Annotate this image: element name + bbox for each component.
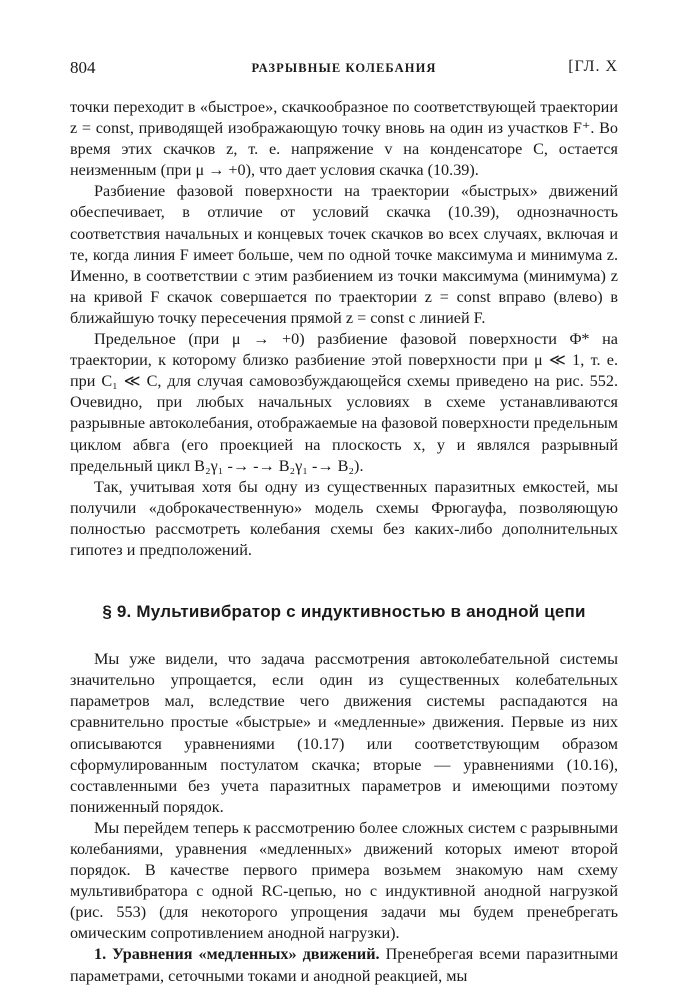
running-title: РАЗРЫВНЫЕ КОЛЕБАНИЯ [251,61,437,75]
subsection-paragraph [70,944,618,986]
page-body [70,97,618,987]
paragraph: точки переходит в «быстрое», скачкообразное по соответствующей траектории z = const, приводящей изображающую точку вновь на один из участков F⁺. Во время этих скачков z, т. е. напряжение v на конденсаторе C, остается неизменным (при μ → +0), что дает условия скачка (10.39). [70,98,618,180]
chapter-label: [ГЛ. X [568,58,618,75]
paragraph: Мы перейдем теперь к рассмотрению более сложных систем с разрывными колебаниями, уравнения «медленных» движений которых имеют второй порядок. В качестве первого примера возьмем знакомую нам схему мультивибратора с одной RC-цепью, но с индуктивной анодной нагрузкой (рис. 553) (для некоторого упрощения задачи мы будем пренебрегать омическим сопротивлением анодной нагрузки). [70,818,618,943]
paragraph: Так, учитывая хотя бы одну из существенных паразитных емкостей, мы получили «доброкачественную» модель схемы Фрюгауфа, позволяющую полностью рассмотреть колебания схемы без каких-либо дополнительных гипотез и предположений. [70,477,618,559]
subsection-text: Пренебрегая всеми паразитными параметрами, сеточными токами и анодной реакцией, мы [70,945,618,985]
page-number: 804 [70,58,96,77]
paragraph: Предельное (при μ → +0) разбиение фазовой поверхности Φ* на траектории, к которому близко разбиение этой поверхности при μ ≪ 1, т. е. при C₁ ≪ C, для случая самовозбуждающейся схемы приведено на рис. 552. Очевидно, при любых начальных условиях в схеме устанавливаются разрывные автоколебания, отображаемые на фазовой поверхности предельным циклом абвга (его проекцией на плоскость x, y и являлся разрывный предельный цикл B₂γ₁ -→ -→ B₂γ₁ -→ B₂). [70,330,618,475]
section-heading: § 9. Мультивибратор с индуктивностью в анодной цепи [102,602,586,622]
paragraph: Разбиение фазовой поверхности на траектории «быстрых» движений обеспечивает, в отличие от условий скачка (10.39), однозначность соответствия начальных и концевых точек скачков во всех случаях, включая и те, когда линия F имеет больше, чем по одной точке максимума и минимума z. Именно, в соответствии с этим разбиением из точки максимума (минимума) z на кривой F скачок совершается по траектории z = const вправо (влево) в ближайшую точку пересечения прямой z = const с линией F. [70,182,618,327]
book-page [70,52,618,987]
subsection-heading: 1. Уравнения «медленных» движений. [94,945,380,964]
paragraph: Мы уже видели, что задача рассмотрения автоколебательной системы значительно упрощается, если один из существенных колебательных параметров мал, вследствие чего движения системы распадаются на сравнительно простые «быстрые» и «медленные» движения. Первые из них описываются уравнениями (10.17) или соответствующим образом сформулированным постулатом скачка; вторые — уравнениями (10.16), составленными без учета паразитных параметров и имеющими поэтому пониженный порядок. [70,650,618,816]
page-header [70,52,618,76]
